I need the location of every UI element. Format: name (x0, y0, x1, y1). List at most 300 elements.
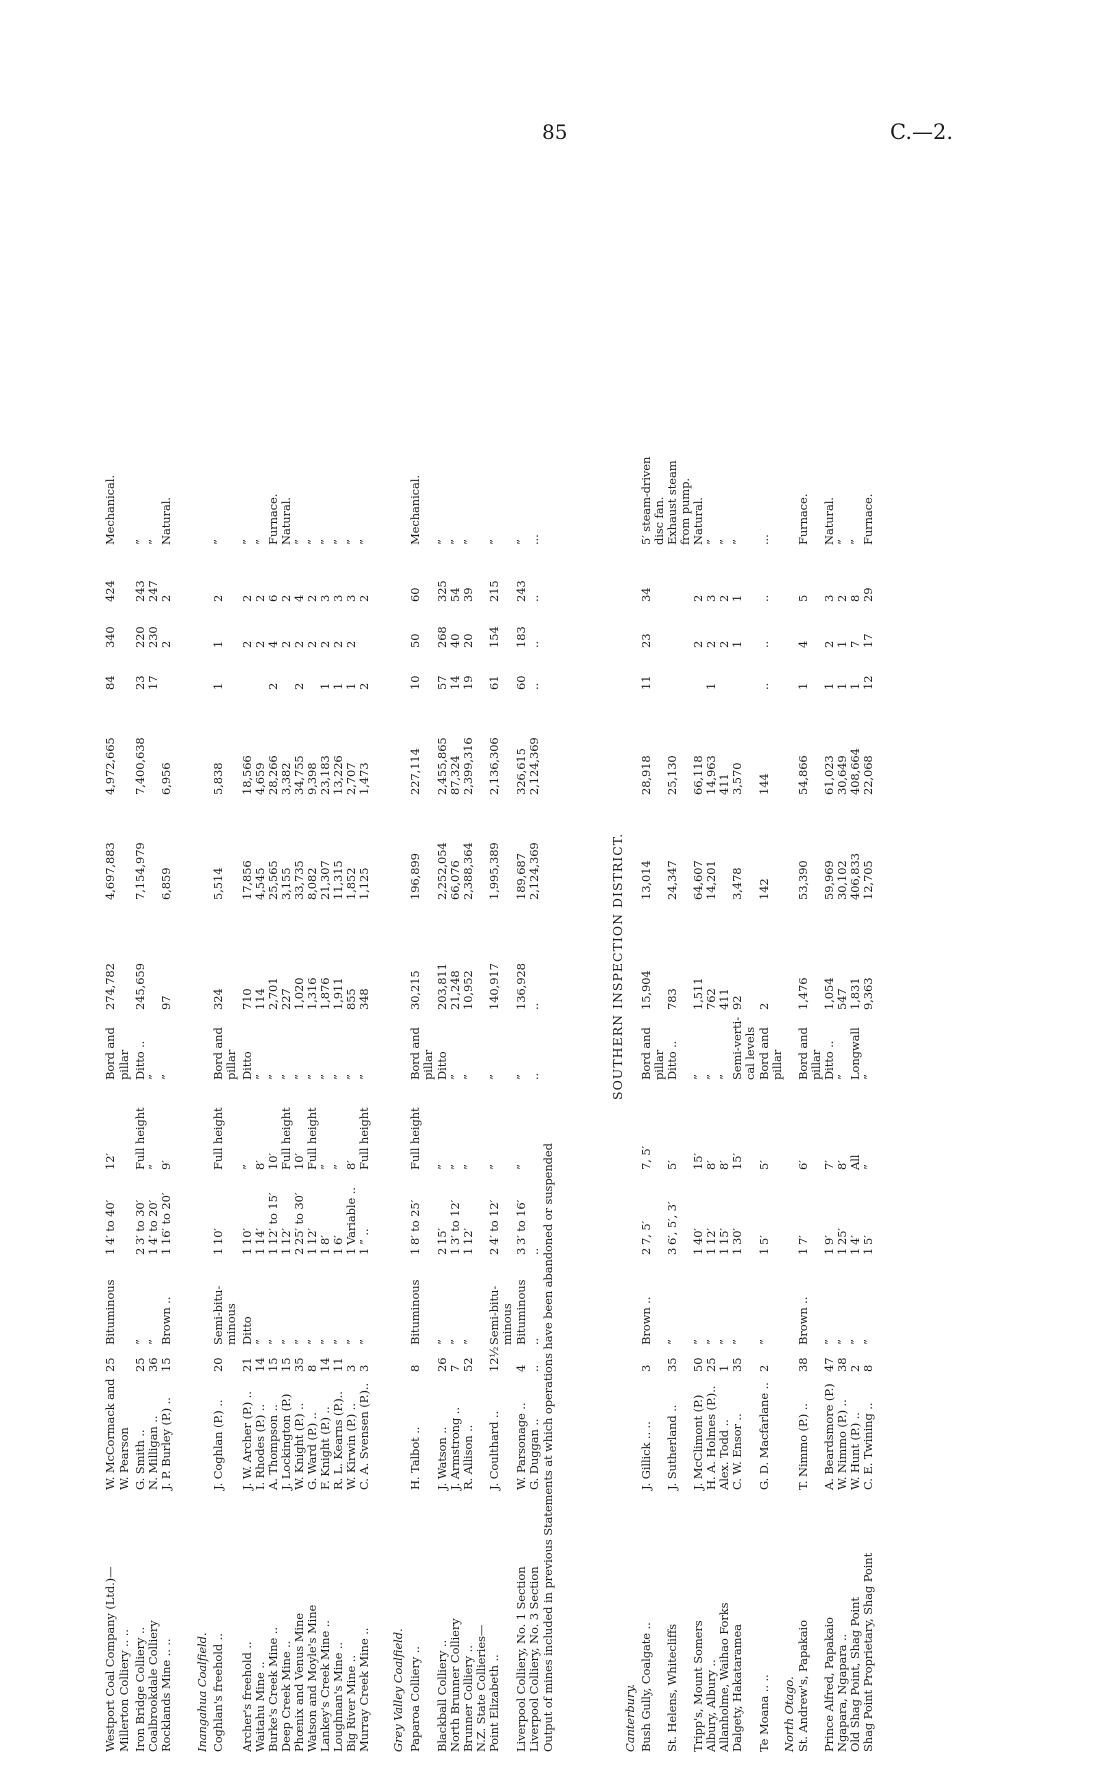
cell-last: 114 (253, 988, 267, 1010)
cell-e3: 2 (279, 594, 293, 602)
cell-e2: 2 (318, 640, 332, 648)
cell-kind: ” (292, 1339, 306, 1345)
cell-worked: 8′ (704, 1160, 718, 1170)
cell-vent: ” (435, 539, 449, 545)
cell-e3: 1 (730, 594, 744, 602)
cell-e3: 215 (487, 580, 501, 602)
cell-thick: 6′, 5′, 3′ (665, 1201, 679, 1245)
cell-kind: ” (253, 1339, 267, 1345)
cell-vent: Natural. (691, 497, 705, 545)
cell-kind: ” (331, 1339, 345, 1345)
cell-method: Bord and (639, 1027, 653, 1080)
cell-thick: 4′ to 40′ (103, 1199, 117, 1245)
cell-manager: A. Thompson .. (266, 1404, 280, 1490)
cell-e2: 183 (514, 626, 528, 648)
cell-e2: 154 (487, 626, 501, 648)
cell-mine: Shag Point Proprietary, Shag Point (861, 1552, 875, 1752)
cell-area: 8 (861, 1364, 875, 1372)
cell-method: ” (266, 1074, 280, 1080)
cell-mine: St. Helens, Whitecliffs (665, 1624, 679, 1752)
cell-last: 2 (757, 1002, 771, 1010)
cell-vent: ” (357, 539, 371, 545)
cell-e3: 2 (240, 594, 254, 602)
cell-total: 4,545 (253, 867, 267, 900)
cell-kind: ” (665, 1339, 679, 1345)
cell-thick: 10′ (240, 1228, 254, 1245)
cell-area: 3 (639, 1364, 653, 1372)
cell-last: 1,316 (305, 977, 319, 1010)
cell-kind: ” (133, 1339, 147, 1345)
cell-e1: 1 (704, 682, 718, 690)
cell-worked: 10′ (266, 1153, 280, 1170)
cell-area: 36 (146, 1357, 160, 1372)
cell-e3: 29 (861, 587, 875, 602)
cell-e1: 1 (344, 682, 358, 690)
cell-kind: ” (822, 1339, 836, 1345)
cell-area: 50 (691, 1357, 705, 1372)
cell-kind: Bituminous (514, 1279, 528, 1345)
cell-method: Ditto .. (822, 1040, 836, 1080)
cell-method: ” (159, 1074, 173, 1080)
cell-last: 1,511 (691, 977, 705, 1010)
cell-total: 12,705 (861, 860, 875, 900)
cell-thick: ” .. (357, 1228, 371, 1245)
cell-e2: 17 (861, 633, 875, 648)
cell-mine: Deep Creek Mine .. (279, 1640, 293, 1752)
cell-worked: Full height (279, 1107, 293, 1170)
cell-mine: Albury, Albury .. (704, 1659, 718, 1752)
cell-output: 227,114 (408, 748, 422, 795)
cell-worked: Full height (408, 1107, 422, 1170)
cell-vent: 5′ steam-driven (639, 456, 653, 545)
cell-vent: Furnace. (266, 493, 280, 545)
cell-thick: 3′ to 12′ (448, 1199, 462, 1245)
cell-total: 1,125 (357, 867, 371, 900)
cell-output: 3,382 (279, 762, 293, 795)
cell-thick: 12′ (704, 1228, 718, 1245)
cell-e2: 7 (848, 640, 862, 648)
cell-e3: 54 (448, 587, 462, 602)
cell-manager: W. Kirwin (P.) .. (344, 1403, 358, 1490)
cell-kind: ” (704, 1339, 718, 1345)
cell-mine: Inangahua Coalfield. (195, 1632, 209, 1752)
cell-vent: ” (344, 539, 358, 545)
cell-output: 23,183 (318, 755, 332, 795)
cell-manager: J. Lockington (P.) (279, 1393, 293, 1490)
cell-thick: 3′ to 30′ (133, 1199, 147, 1245)
cell-area: 15 (266, 1357, 280, 1372)
cell-kind: Semi-bitu- (211, 1285, 225, 1345)
cell-thick: 8′ (318, 1235, 332, 1245)
cell-manager: G. Duggan .. (527, 1418, 541, 1490)
cell-worked: 8′ (344, 1160, 358, 1170)
cell-kind: minous (500, 1303, 514, 1345)
cell-output: 18,566 (240, 755, 254, 795)
cell-worked: ” (318, 1164, 332, 1170)
cell-vent: ... (527, 534, 541, 545)
cell-seams: 1 (344, 1247, 358, 1255)
cell-e1: 84 (103, 675, 117, 690)
cell-thick: 25′ (835, 1228, 849, 1245)
cell-last: 547 (835, 988, 849, 1010)
cell-method: Bord and (408, 1027, 422, 1080)
cell-e3: 2 (305, 594, 319, 602)
cell-e2: 220 (133, 626, 147, 648)
cell-seams: 1 (861, 1247, 875, 1255)
cell-thick: 6′ (331, 1235, 345, 1245)
cell-method: ” (861, 1074, 875, 1080)
cell-mine: Paparoa Colliery .. (408, 1646, 422, 1752)
cell-method: Bord and (757, 1027, 771, 1080)
cell-e2: 2 (305, 640, 319, 648)
cell-worked: Full height (357, 1107, 371, 1170)
cell-seams: .. (527, 1247, 541, 1255)
cell-vent: Furnace. (861, 493, 875, 545)
cell-mine: Coghlan's freehold .. (211, 1633, 225, 1752)
cell-area: 25 (133, 1357, 147, 1372)
cell-manager: H. A. Holmes (P.).. (704, 1385, 718, 1490)
cell-area: 12½ (487, 1346, 501, 1372)
cell-e1: 1 (822, 682, 836, 690)
cell-e2: 2 (717, 640, 731, 648)
cell-thick: 5′ (757, 1235, 771, 1245)
cell-vent: from pump. (678, 478, 692, 545)
cell-e3: 2 (357, 594, 371, 602)
cell-mine: Archer's freehold .. (240, 1641, 254, 1752)
cell-seams: 2 (639, 1247, 653, 1255)
cell-kind: ” (305, 1339, 319, 1345)
cell-thick: 4′ to 20′ (146, 1199, 160, 1245)
cell-method: pillar (652, 1049, 666, 1080)
cell-vent: disc fan. (652, 496, 666, 545)
cell-worked: ” (448, 1164, 462, 1170)
cell-thick: 30′ (730, 1228, 744, 1245)
cell-last: 1,831 (848, 977, 862, 1010)
cell-seams: 1 (822, 1247, 836, 1255)
cell-worked: 8′ (717, 1160, 731, 1170)
cell-manager: T. Nimmo (P.) .. (796, 1403, 810, 1490)
cell-seams: 1 (448, 1247, 462, 1255)
cell-last: 348 (357, 988, 371, 1010)
cell-total: 66,076 (448, 860, 462, 900)
cell-kind: Brown .. (796, 1296, 810, 1345)
cell-worked: 15′ (730, 1153, 744, 1170)
cell-vent: ” (487, 539, 501, 545)
cell-method: pillar (421, 1049, 435, 1080)
cell-area: 1 (717, 1364, 731, 1372)
cell-vent: ” (253, 539, 267, 545)
cell-manager: W. Nimmo (P.) .. (835, 1399, 849, 1490)
cell-output: 66,118 (691, 755, 705, 795)
cell-e2: 1 (730, 640, 744, 648)
cell-method: ” (305, 1074, 319, 1080)
cell-seams: 1 (835, 1247, 849, 1255)
cell-e3: 3 (318, 594, 332, 602)
cell-thick: 15′ (717, 1228, 731, 1245)
cell-thick: 25′ to 30′ (292, 1192, 306, 1245)
cell-seams: 1 (717, 1247, 731, 1255)
cell-e3: 6 (266, 594, 280, 602)
cell-thick: 15′ (435, 1228, 449, 1245)
cell-kind: ” (848, 1339, 862, 1345)
cell-manager: A. Beardsmore (P.) (822, 1383, 836, 1490)
cell-last: 2,701 (266, 977, 280, 1010)
cell-mine: Output of mines included in previous Statements at which operations have been abandoned or suspended (541, 1143, 555, 1752)
cell-e3: 3 (344, 594, 358, 602)
cell-manager: J. Watson .. (435, 1426, 449, 1490)
cell-method: ” (292, 1074, 306, 1080)
cell-worked: ” (487, 1164, 501, 1170)
cell-last: 1,911 (331, 977, 345, 1010)
cell-last: 762 (704, 988, 718, 1010)
cell-last: 1,476 (796, 977, 810, 1010)
cell-vent: ... (757, 534, 771, 545)
cell-area: 3 (357, 1364, 371, 1372)
cell-area: 25 (103, 1357, 117, 1372)
cell-manager: C. E. Twining .. (861, 1402, 875, 1490)
cell-seams: 1 (757, 1247, 771, 1255)
cell-area: 35 (665, 1357, 679, 1372)
cell-e1: 2 (266, 682, 280, 690)
cell-area: 2 (848, 1364, 862, 1372)
cell-e1: 60 (514, 675, 528, 690)
cell-mine: Old Shag Point, Shag Point (848, 1597, 862, 1752)
cell-thick: 4′ (848, 1235, 862, 1245)
cell-seams: 1 (461, 1247, 475, 1255)
cell-worked: 8′ (835, 1160, 849, 1170)
cell-mine: Watson and Moyle's Mine (305, 1604, 319, 1752)
cell-worked: 10′ (292, 1153, 306, 1170)
cell-method: Ditto (435, 1051, 449, 1080)
cell-kind: Bituminous (103, 1279, 117, 1345)
cell-manager: W. Hunt (P.) .. (848, 1412, 862, 1490)
cell-e3: 4 (292, 594, 306, 602)
cell-mine: Bush Gully, Coalgate .. (639, 1622, 653, 1752)
cell-vent: ” (305, 539, 319, 545)
cell-mine: Grey Valley Coalfield. (391, 1628, 405, 1752)
cell-last: .. (527, 1002, 541, 1010)
cell-seams: 1 (305, 1247, 319, 1255)
cell-total: 2,252,054 (435, 842, 449, 900)
cell-total: 64,607 (691, 860, 705, 900)
cell-output: 5,838 (211, 762, 225, 795)
cell-manager: J. Armstrong .. (448, 1407, 462, 1490)
cell-output: 4,972,665 (103, 737, 117, 795)
cell-e3: 3 (704, 594, 718, 602)
cell-area: 52 (461, 1357, 475, 1372)
cell-kind: ” (691, 1339, 705, 1345)
cell-manager: W. Parsonage .. (514, 1402, 528, 1490)
cell-output: 3,570 (730, 762, 744, 795)
cell-e1: 2 (357, 682, 371, 690)
cell-kind: Brown .. (159, 1296, 173, 1345)
cell-kind: ” (835, 1339, 849, 1345)
cell-last: 227 (279, 988, 293, 1010)
cell-worked: ” (331, 1164, 345, 1170)
cell-e2: 2 (159, 640, 173, 648)
cell-last: 710 (240, 988, 254, 1010)
cell-area: 35 (292, 1357, 306, 1372)
cell-total: 2,124,369 (527, 842, 541, 900)
cell-area: 47 (822, 1357, 836, 1372)
cell-manager: J. Coghlan (P.) .. (211, 1399, 225, 1490)
cell-e3: 39 (461, 587, 475, 602)
cell-total: 5,514 (211, 867, 225, 900)
cell-manager: W. Knight (P.) .. (292, 1402, 306, 1490)
cell-method: ” (279, 1074, 293, 1080)
cell-e3: 3 (822, 594, 836, 602)
cell-total: 406,833 (848, 853, 862, 900)
cell-area: 35 (730, 1357, 744, 1372)
cell-thick: 12′ (461, 1228, 475, 1245)
cell-seams: 2 (133, 1247, 147, 1255)
cell-manager: R. L. Kearns (P.).. (331, 1391, 345, 1490)
cell-output: 326,615 (514, 748, 528, 795)
cell-manager: W. McCormack and (103, 1378, 117, 1490)
cell-total: 3,155 (279, 867, 293, 900)
cell-seams: 1 (357, 1247, 371, 1255)
cell-mine: Allanholme, Waihao Forks (717, 1602, 731, 1752)
cell-e2: 50 (408, 633, 422, 648)
cell-method: ” (318, 1074, 332, 1080)
cell-area: 15 (279, 1357, 293, 1372)
cell-kind: ” (730, 1339, 744, 1345)
cell-e1: 2 (292, 682, 306, 690)
cell-vent: Mechanical. (408, 475, 422, 545)
cell-output: 408,664 (848, 748, 862, 795)
cell-last: 1,054 (822, 977, 836, 1010)
cell-method: Bord and (103, 1027, 117, 1080)
cell-last: 1,020 (292, 977, 306, 1010)
cell-seams: 1 (159, 1247, 173, 1255)
cell-thick: 7′ (796, 1235, 810, 1245)
cell-last: 10,952 (461, 970, 475, 1010)
cell-seams: 1 (408, 1247, 422, 1255)
cell-area: 3 (344, 1364, 358, 1372)
cell-output: 25,130 (665, 755, 679, 795)
cell-kind: .. (527, 1337, 541, 1345)
cell-mine: North Brunner Colliery (448, 1618, 462, 1752)
cell-area: 7 (448, 1364, 462, 1372)
cell-manager: W. Pearson (117, 1427, 131, 1490)
cell-area: .. (527, 1364, 541, 1372)
cell-e2: 23 (639, 633, 653, 648)
cell-last: 30,215 (408, 970, 422, 1010)
cell-area: 25 (704, 1357, 718, 1372)
cell-total: 8,082 (305, 867, 319, 900)
cell-seams: 1 (146, 1247, 160, 1255)
cell-mine: Big River Mine .. (344, 1655, 358, 1752)
cell-manager: J. McClimont (P.) (691, 1394, 705, 1490)
cell-last: 92 (730, 995, 744, 1010)
cell-last: 21,248 (448, 970, 462, 1010)
cell-last: 9,363 (861, 977, 875, 1010)
cell-output: 2,124,369 (527, 737, 541, 795)
cell-total: 189,687 (514, 853, 528, 900)
cell-mine: N.Z. State Collieries— (474, 1624, 488, 1752)
cell-last: 203,811 (435, 963, 449, 1010)
cell-e2: 2 (331, 640, 345, 648)
cell-output: 54,866 (796, 755, 810, 795)
cell-e3: .. (527, 594, 541, 602)
cell-e2: .. (757, 640, 771, 648)
cell-mine: Point Elizabeth .. (487, 1654, 501, 1752)
cell-mine: Lankey's Creek Mine .. (318, 1620, 332, 1752)
cell-worked: Full height (211, 1107, 225, 1170)
cell-method: ” (253, 1074, 267, 1080)
cell-seams: 1 (704, 1247, 718, 1255)
cell-total: 53,390 (796, 860, 810, 900)
cell-output: 1,473 (357, 762, 371, 795)
cell-total: 7,154,979 (133, 842, 147, 900)
cell-vent: Mechanical. (103, 475, 117, 545)
cell-seams: 2 (435, 1247, 449, 1255)
cell-vent: Natural. (279, 497, 293, 545)
cell-e2: 268 (435, 626, 449, 648)
cell-method: pillar (224, 1049, 238, 1080)
cell-e1: 10 (408, 675, 422, 690)
cell-mine: Prince Alfred, Papakaio (822, 1617, 836, 1752)
cell-method: ” (331, 1074, 345, 1080)
cell-last: 411 (717, 988, 731, 1010)
cell-vent: Exhaust steam (665, 460, 679, 545)
cell-vent: Natural. (159, 497, 173, 545)
cell-thick: 10′ (211, 1228, 225, 1245)
cell-total: 1,852 (344, 867, 358, 900)
cell-thick: Variable .. (344, 1187, 358, 1245)
cell-kind: Bituminous (408, 1279, 422, 1345)
cell-e2: 20 (461, 633, 475, 648)
cell-manager: J. W. Archer (P.) .. (240, 1391, 254, 1490)
cell-e2: 4 (266, 640, 280, 648)
cell-last: 274,782 (103, 963, 117, 1010)
cell-worked: All (848, 1154, 862, 1170)
cell-method: Ditto (240, 1051, 254, 1080)
cell-area: 4 (514, 1364, 528, 1372)
cell-kind: ” (448, 1339, 462, 1345)
cell-mine: Ngapara, Ngapara .. (835, 1633, 849, 1752)
cell-last: 97 (159, 995, 173, 1010)
cell-seams: 1 (691, 1247, 705, 1255)
cell-seams: 2 (292, 1247, 306, 1255)
cell-e2: 2 (292, 640, 306, 648)
cell-e2: 2 (253, 640, 267, 648)
cell-seams: 1 (253, 1247, 267, 1255)
cell-manager: R. Allison .. (461, 1424, 475, 1490)
cell-e2: 2 (279, 640, 293, 648)
cell-total: 13,014 (639, 860, 653, 900)
cell-manager: G. D. Macfarlane .. (757, 1382, 771, 1490)
cell-mine: Liverpool Colliery, No. 3 Section (527, 1566, 541, 1752)
southern-district-heading: SOUTHERN INSPECTION DISTRICT. (610, 832, 625, 1100)
cell-area: 20 (211, 1357, 225, 1372)
cell-e3: 2 (159, 594, 173, 602)
cell-kind: ” (757, 1339, 771, 1345)
cell-e3: 2 (211, 594, 225, 602)
cell-manager: J. Sutherland .. (665, 1404, 679, 1490)
cell-vent: Natural. (822, 497, 836, 545)
cell-e2: 230 (146, 626, 160, 648)
cell-seams: 1 (796, 1247, 810, 1255)
cell-mine: Tripp's, Mount Somers (691, 1620, 705, 1752)
cell-mine: Canterbury. (623, 1684, 637, 1752)
cell-method: ” (514, 1074, 528, 1080)
cell-last: 1,876 (318, 977, 332, 1010)
cell-method: Longwall (848, 1027, 862, 1080)
cell-last: 855 (344, 988, 358, 1010)
cell-method: pillar (117, 1049, 131, 1080)
cell-output: 411 (717, 773, 731, 795)
